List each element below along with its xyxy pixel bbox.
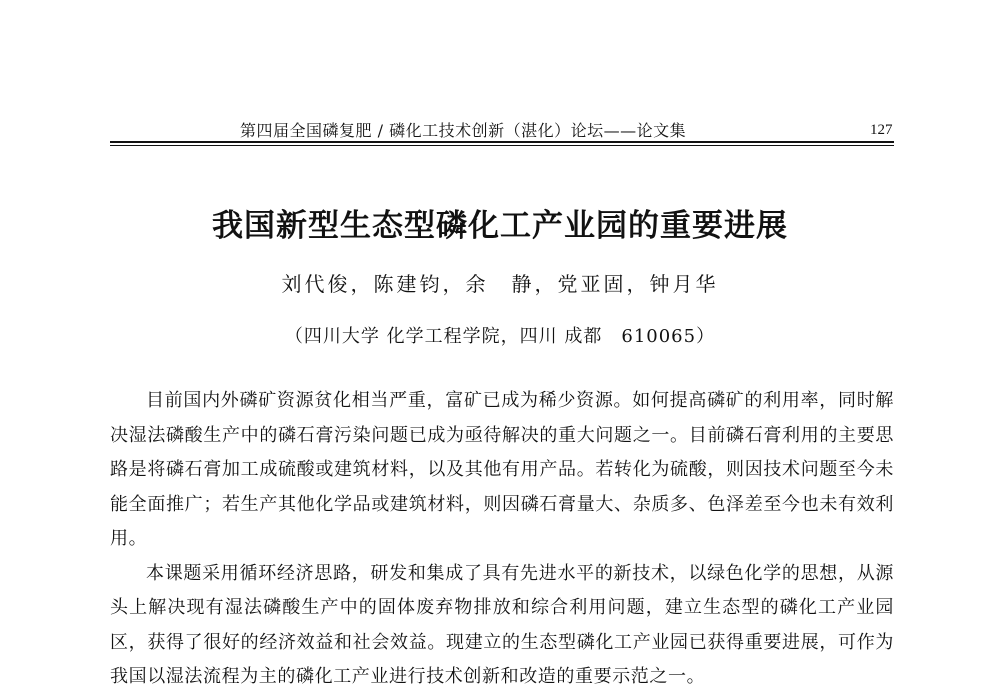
body-paragraph-1: 目前国内外磷矿资源贫化相当严重，富矿已成为稀少资源。如何提高磷矿的利用率，同时解决湿法磷酸生产中的磷石膏污染问题已成为亟待解决的重大问题之一。目前磷石膏利用的主要思路是将磷石膏加工成硫酸或建筑材料，以及其他有用产品。若转化为硫酸，则因技术问题至今未能全面推广；若生产其他化学品或建筑材料，则因磷石膏量大、杂质多、色泽差至今也未有效利用。	[110, 390, 894, 549]
article-affiliation: （四川大学 化学工程学院，四川 成都 610065）	[284, 326, 716, 347]
header-rule	[110, 141, 894, 143]
body-paragraph-2: 本课题采用循环经济思路，研发和集成了具有先进水平的新技术，以绿色化学的思想，从源头上解决现有湿法磷酸生产中的固体废弃物排放和综合利用问题，建立生态型的磷化工产业园区，获得了很好的经济效益和社会效益。现建立的生态型磷化工产业园已获得重要进展，可作为我国以湿法流程为主的磷化工产业进行技术创新和改造的重要示范之一。	[110, 562, 894, 687]
running-header: 第四届全国磷复肥 / 磷化工技术创新（湛化）论坛——论文集	[240, 121, 687, 140]
article-title: 我国新型生态型磷化工产业园的重要进展	[212, 208, 788, 244]
article-body	[110, 384, 894, 695]
page-number: 127	[870, 122, 893, 138]
article-authors: 刘代俊，陈建钧，余 静，党亚固，钟月华	[281, 272, 719, 296]
header-rule-secondary	[110, 145, 894, 146]
